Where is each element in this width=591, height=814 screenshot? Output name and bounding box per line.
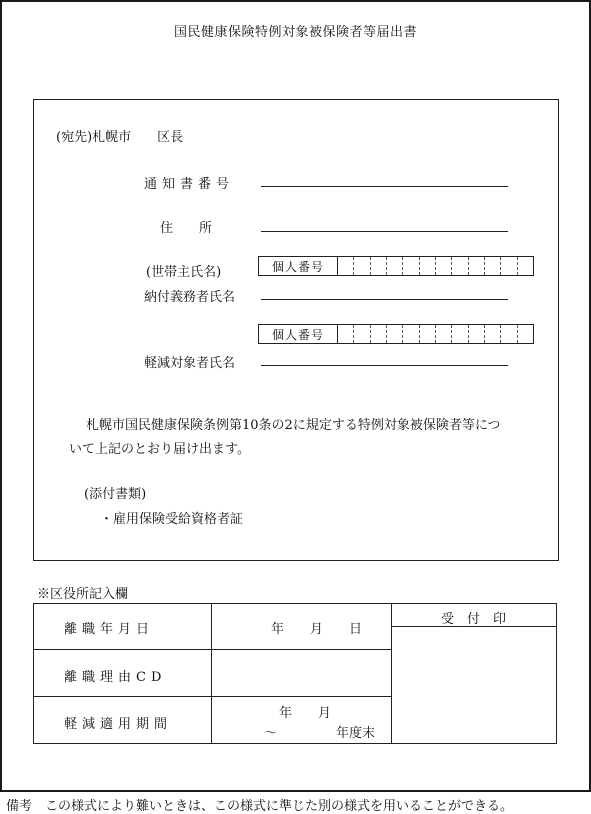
reduction-target-name-label: 軽減対象者氏名 (144, 356, 236, 371)
reduction-period-tilde: ～ (264, 726, 278, 741)
reception-stamp-label: 受 付 印 (441, 612, 507, 627)
my-number-cells (338, 325, 533, 343)
declaration-box (33, 99, 559, 561)
office-use-table (33, 603, 557, 744)
form-title: 国民健康保険特例対象被保険者等届出書 (173, 25, 417, 40)
notice-number-label: 通知書番号 (144, 177, 235, 192)
my-number-cells (338, 257, 533, 275)
reduction-period-start: 年 月 (279, 706, 332, 721)
householder-my-number-box[interactable] (258, 256, 534, 276)
householder-label: (世帯主氏名) (146, 265, 222, 280)
row-label-separation-reason-cd: 離職理由CD (64, 670, 167, 685)
my-number-label: 個人番号 (259, 257, 338, 275)
notice-number-field[interactable] (261, 186, 508, 187)
reduction-target-name-field[interactable] (261, 365, 508, 366)
payer-name-label: 納付義務者氏名 (144, 290, 236, 305)
remarks-note: 備考 この様式により難いときは、この様式に準じた別の様式を用いることができる。 (6, 799, 514, 814)
address-label: 住 所 (160, 221, 213, 236)
row-label-reduction-period: 軽減適用期間 (64, 717, 173, 732)
separation-date-value: 年 月 日 (271, 622, 363, 637)
office-section-heading: ※区役所記入欄 (37, 587, 129, 602)
payer-name-field[interactable] (261, 299, 508, 300)
target-my-number-box[interactable] (258, 324, 534, 344)
statement-line-2: いて上記のとおり届け出ます。 (69, 442, 250, 457)
reception-stamp-area (392, 627, 556, 743)
attachment-item: ・雇用保険受給資格者証 (100, 512, 244, 527)
addressee: (宛先)札幌市 区長 (56, 130, 184, 145)
reduction-period-end: 年度末 (336, 726, 376, 741)
statement-line-1: 札幌市国民健康保険条例第10条の2に規定する特例対象被保険者等につ (86, 418, 501, 433)
row-label-separation-date: 離職年月日 (64, 622, 155, 637)
address-field[interactable] (261, 231, 508, 232)
attachments-heading: (添付書類) (84, 487, 147, 502)
my-number-label: 個人番号 (259, 325, 338, 343)
